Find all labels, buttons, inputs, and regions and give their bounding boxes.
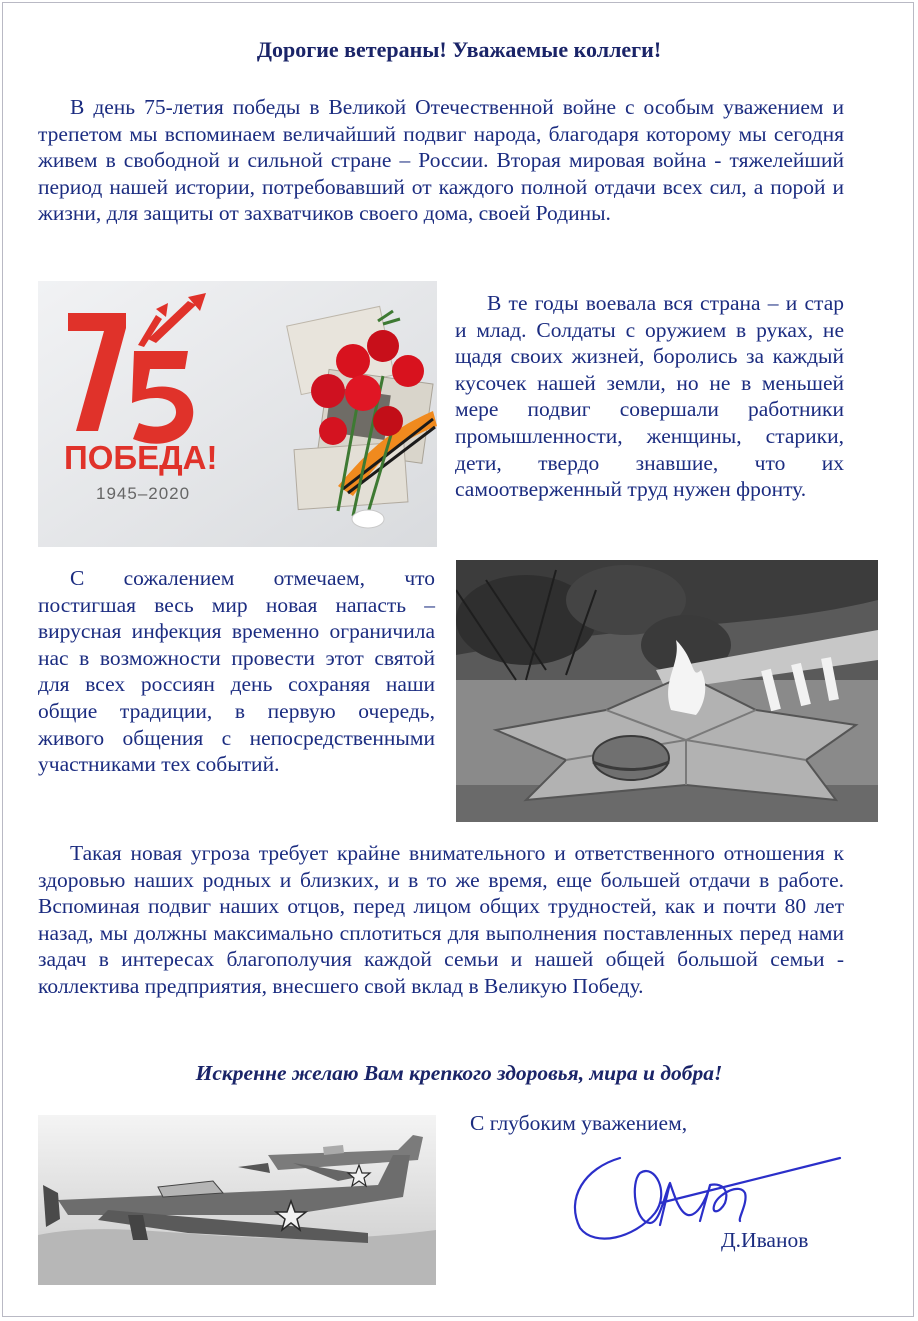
aircraft-photo	[38, 1115, 436, 1285]
eternal-flame-photo	[456, 560, 878, 822]
poster-title: ПОБЕДА!	[64, 439, 218, 476]
victory-75-poster-image	[38, 281, 437, 547]
eternal-flame-memorial	[456, 560, 878, 822]
candle-icon	[352, 510, 384, 528]
paragraph-2: В те годы воевала вся страна – и стар и млад. Солдаты с оружием в руках, не щадя своих жизней, боролись за каждый кусочек нашей земли, но не в меньшей мере подвиг совершали работники промышленности, женщины, старики, дети, твердо знавшие, что их самоотверженный труд нужен фронту.	[455, 291, 844, 502]
signer-name: Д.Иванов	[721, 1228, 809, 1252]
paragraph-4: Такая новая угроза требует крайне внимательного и ответственного отношения к здоровью наших родных и близких, и в то же время, еще большей отдачи в работе. Вспоминая подвиг наших отцов, перед лицом общих трудностей, как и почти 80 лет назад, мы должны максимально сплотиться для выполнения поставленных перед нами задач в интересах благополучия каждой семьи и нашей общей большой семьи - коллектива предприятия, внесшего свой вклад в Великую Победу.	[38, 841, 844, 998]
greeting-heading: Дорогие ветераны! Уважаемые коллеги!	[256, 37, 662, 62]
victory-75-poster	[38, 281, 437, 547]
il2-aircraft	[38, 1115, 436, 1285]
regards-line: С глубоким уважением,	[470, 1111, 688, 1135]
poster-years: 1945–2020	[96, 484, 191, 503]
closing-wish: Искренне желаю Вам крепкого здоровья, мира и добра!	[195, 1061, 723, 1085]
helmet-icon	[593, 736, 669, 780]
paragraph-3: С сожалением отмечаем, что постигшая весь мир новая напасть – вирусная инфекция временно ограничила нас в возможности провести этот святой для всех россиян день сохраняя наши общие традиции, в первую очередь, живого общения с непосредственными участниками тех событий.	[38, 566, 435, 777]
paragraph-1: В день 75-летия победы в Великой Отечественной войне с особым уважением и трепетом мы вспоминаем величайший подвиг народа, благодаря которому мы сегодня живем в свободной и сильной стране – России. Вторая мировая война - тяжелейший период нашей истории, потребовавший от каждого полной отдачи всех сил, а порой и жизни, для защиты от захватчиков своего дома, своей Родины.	[38, 95, 844, 226]
